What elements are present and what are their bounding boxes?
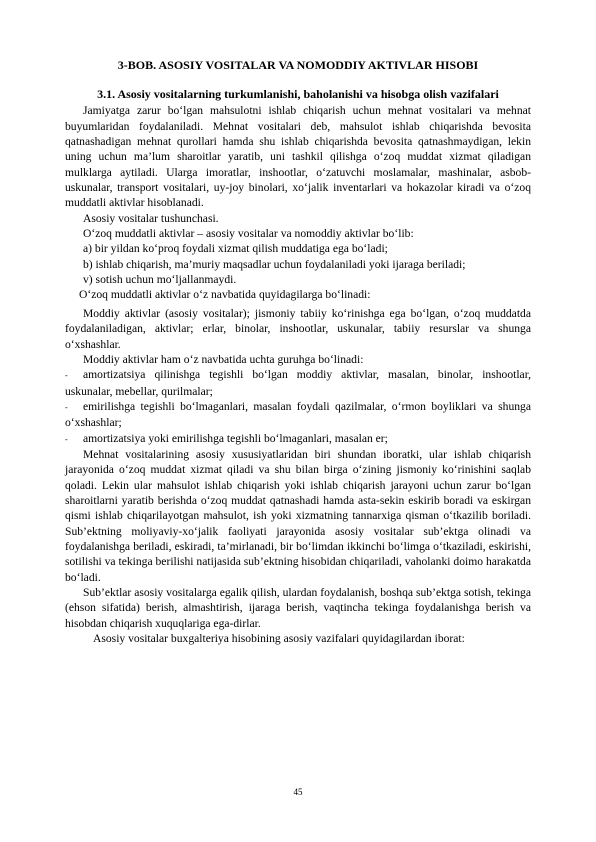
line-asosiy-vositalar-tushunchasi: Asosiy vositalar tushunchasi. [83,211,219,225]
bullet-marker: - [65,434,68,444]
paragraph-mehnat-vositalari: Jamiyatga zarur bo‘lgan mahsulotni ishlab chiqarish uchun mehnat vositalari va mehnat buyumlaridan foydalaniladi. Mehnat vositalari deb, mahsulot ishlab chiqarishda bevosita qatnashadigan mehnat qurollari hamda shu ishlab chiqarishda bevosita qatnashmaydigan, lekin uning uchun ma’lum sharoitlar yaratib, uni tashkil qilishga o‘zoq muddat xizmat qiladigan mulklarga aytiladi. Ularga imoratlar, inshootlar, o‘zatuvchi moslamalar, mashinalar, asbob-uskunalar, transport vositalari, uy-joy binolari, xo‘jalik inventarlari va hokazolar kiradi va o‘zoq muddatli aktivlar hisoblanadi. [65,104,531,210]
line-ozoq-muddatli-aktivlar: O‘zoq muddatli aktivlar – asosiy vositalar va nomoddiy aktivlar bo‘lib: [83,227,414,241]
bullet-item-emirilish [65,399,531,431]
bullet-item-er [65,431,531,447]
bullet-marker: - [65,371,68,381]
bullet-text: amortizatsiya yoki emirilishga tegishli bo‘lmaganlari, masalan er; [83,431,388,445]
paragraph-hisob-vazifalari: Asosiy vositalar buxgalteriya hisobining asosiy vazifalari quyidagilardan iborat: [93,632,465,646]
bullet-item-amortizatsiya [65,367,531,399]
list-item-b: b) ishlab chiqarish, ma’muriy maqsadlar uchun foydalaniladi yoki ijaraga beriladi; [83,257,466,271]
paragraph-mehnat-vositalari-xususiyatlari: Mehnat vositalarining asosiy xususiyatlaridan biri shundan iboratki, ular ishlab chiqarish jarayonida o‘zoq muddat xizmat qiladi va shu bilan birga o‘zining jismoniy ko‘rinishini saqlab qoladi. Lekin ular mahsulot ishlab chiqarish yoki ishlab chiqarish jarayoni uchun zarur bo‘lgan sharoitlarni yaratib berishda o‘zoq muddat qatnashadi hamda asta-sekin eskirib boradi va eskirgan qismi ishlab chiqarilayotgan mahsulot, ish yoki xizmatning tannarxiga qisman o‘tkazilib boriladi. Sub’ektning moliyaviy-xo‘jalik faoliyati jarayonida asosiy vositalar sub’ektga olinadi va foydalanishga beriladi, eskiradi, ta’mirlanadi, bir bo‘limdan ikkinchi bo‘limga o‘tkaziladi, eskirishi, sotilishi va tekinga berilishi natijasida sub’ektning hisobidan chiqariladi, vaholanki doimo harakatda bo‘ladi. [65,447,531,584]
paragraph-moddiy-aktivlar: Moddiy aktivlar (asosiy vositalar); jismoniy tabiiy ko‘rinishga ega bo‘lgan, o‘zoq muddatda foydalaniladigan, aktivlar; erlar, binolar, inshootlar, uskunalar, tabiiy resurslar va shunga o‘xshashlar. [65,306,531,351]
list-item-a: a) bir yildan ko‘proq foydali xizmat qilish muddatiga ega bo‘ladi; [83,242,388,256]
chapter-title: 3-BOB. ASOSIY VOSITALAR VA NOMODDIY AKTIVLAR HISOBI [117,58,479,72]
page-number: 45 [293,787,303,797]
list-item-v: v) sotish uchun mo‘ljallanmaydi. [83,273,237,287]
bullet-text: emirilishga tegishli bo‘lmaganlari, masalan foydali qazilmalar, o‘rmon boyliklari va shunga o‘xshashlar; [65,399,531,430]
line-uchta-guruh: Moddiy aktivlar ham o‘z navbatida uchta guruhga bo‘linadi: [83,352,364,366]
bullet-text: amortizatsiya qilinishga tegishli bo‘lgan moddiy aktivlar, masalan, binolar, inshootlar, uskunalar, mebellar, qurilmalar; [65,368,531,398]
paragraph-subektlar-huquqlari: Sub’ektlar asosiy vositalarga egalik qilish, ulardan foydalanish, boshqa sub’ektga sotish, tekinga (ehson sifatida) berish, almashtirish, ijaraga berish, vaqtincha tekinga foydalanishga berish va hisobdan chiqarish xuquqlariga ega-dirlar. [65,586,531,630]
section-title: 3.1. Asosiy vositalarning turkumlanishi, baholanishi va hisobga olish vazifalari [97,87,499,102]
document-page [65,58,531,646]
line-quyidagilarga-bolinadi: O‘zoq muddatli aktivlar o‘z navbatida quyidagilarga bo‘linadi: [79,288,371,302]
bullet-marker: - [65,402,68,412]
